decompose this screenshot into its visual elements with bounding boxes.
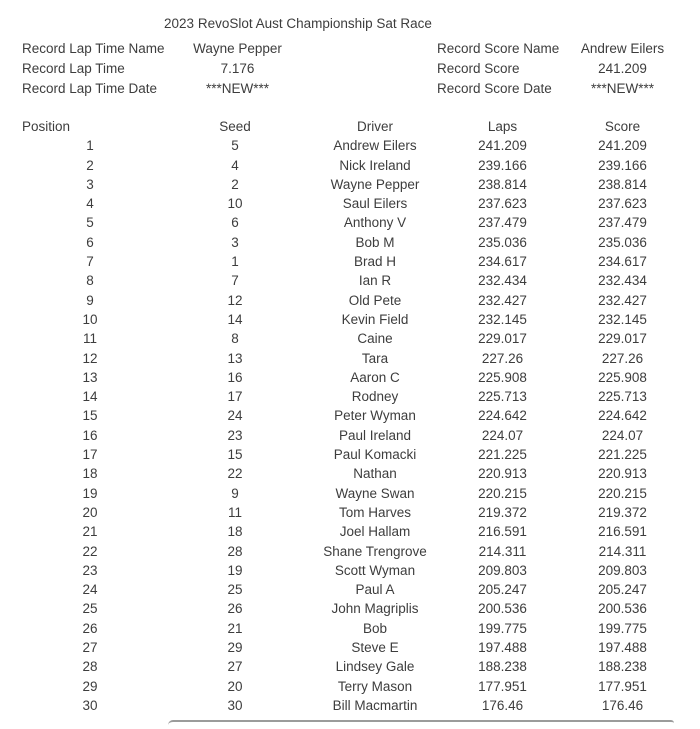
cell-score: 237.623 — [598, 196, 647, 212]
cell-laps: 209.803 — [478, 562, 527, 578]
cell-laps: 177.951 — [478, 678, 527, 694]
table-row — [10, 445, 690, 464]
cell-driver: Paul A — [355, 582, 395, 598]
table-row — [10, 349, 690, 368]
header-laps: Laps — [487, 119, 518, 134]
cell-driver: Saul Eilers — [342, 196, 408, 212]
cell-position: 22 — [82, 543, 98, 559]
cell-position: 7 — [86, 254, 94, 270]
cell-laps: 232.427 — [478, 292, 527, 308]
cell-driver: Lindsey Gale — [335, 659, 415, 675]
cell-score: 235.036 — [598, 234, 647, 250]
cell-position: 10 — [82, 311, 98, 327]
table-row — [10, 638, 690, 657]
cell-driver: Bill Macmartin — [332, 697, 418, 713]
record-lap-time-date-value: ***NEW*** — [205, 81, 270, 96]
record-score-name-value: Andrew Eilers — [580, 41, 665, 56]
table-row — [10, 156, 690, 175]
cell-laps: 237.479 — [478, 215, 527, 231]
cell-seed: 19 — [227, 562, 243, 578]
table-row — [10, 542, 690, 561]
cell-position: 9 — [86, 292, 94, 308]
cell-score: 220.913 — [598, 466, 647, 482]
cell-position: 16 — [82, 427, 98, 443]
cell-driver: Paul Ireland — [338, 427, 412, 443]
cell-score: 214.311 — [598, 543, 647, 559]
table-row — [10, 677, 690, 696]
cell-seed: 28 — [227, 543, 243, 559]
cell-laps: 229.017 — [478, 331, 527, 347]
table-row — [10, 464, 690, 483]
cell-position: 27 — [82, 640, 98, 656]
cell-position: 3 — [86, 176, 94, 192]
cell-position: 8 — [86, 273, 94, 289]
cell-score: 199.775 — [598, 620, 647, 636]
cell-driver: Ian R — [358, 273, 392, 289]
cell-seed: 14 — [227, 311, 243, 327]
cell-driver: Brad H — [353, 254, 397, 270]
table-header-row — [10, 117, 690, 136]
cell-score: 220.215 — [598, 485, 647, 501]
table-row — [10, 561, 690, 580]
cell-laps: 227.26 — [481, 350, 524, 366]
cell-seed: 29 — [227, 640, 243, 656]
cell-seed: 30 — [227, 697, 243, 713]
cell-position: 21 — [82, 524, 98, 540]
table-row — [10, 368, 690, 387]
cell-driver: Anthony V — [343, 215, 407, 231]
table-row — [10, 213, 690, 232]
cell-seed: 1 — [231, 254, 239, 270]
header-position: Position — [22, 119, 71, 134]
cell-driver: Rodney — [351, 389, 399, 405]
cell-laps: 232.145 — [478, 311, 527, 327]
cell-seed: 10 — [227, 196, 243, 212]
cell-score: 221.225 — [598, 447, 647, 463]
cell-position: 5 — [86, 215, 94, 231]
cell-seed: 9 — [231, 485, 239, 501]
cell-score: 227.26 — [601, 350, 644, 366]
cell-driver: Tom Harves — [338, 504, 411, 520]
cell-position: 1 — [86, 138, 94, 154]
table-row — [10, 252, 690, 271]
records-section — [0, 41, 700, 101]
cell-seed: 23 — [227, 427, 243, 443]
cell-seed: 12 — [227, 292, 243, 308]
cell-position: 4 — [86, 196, 94, 212]
cell-position: 13 — [82, 369, 98, 385]
record-lap-time-value: 7.176 — [220, 61, 255, 76]
cell-driver: Scott Wyman — [334, 562, 416, 578]
cell-driver: Steve E — [351, 640, 399, 656]
table-row — [10, 484, 690, 503]
cell-seed: 7 — [231, 273, 239, 289]
table-row — [10, 696, 690, 715]
cell-driver: Joel Hallam — [339, 524, 411, 540]
cell-score: 239.166 — [598, 157, 647, 173]
record-lap-time-date-label: Record Lap Time Date — [22, 81, 158, 96]
cell-position: 19 — [82, 485, 98, 501]
record-lap-time-name-value: Wayne Pepper — [193, 41, 282, 56]
cell-driver: Tara — [361, 350, 389, 366]
header-driver: Driver — [357, 119, 393, 134]
cell-position: 14 — [82, 389, 98, 405]
cell-seed: 2 — [231, 176, 239, 192]
cell-score: 197.488 — [598, 640, 647, 656]
table-row — [10, 271, 690, 290]
cell-position: 23 — [82, 562, 98, 578]
cell-laps: 199.775 — [478, 620, 527, 636]
cell-laps: 221.225 — [478, 447, 527, 463]
cell-position: 17 — [82, 447, 98, 463]
cell-score: 176.46 — [601, 697, 644, 713]
cell-driver: Aaron C — [350, 369, 400, 385]
cell-driver: Nick Ireland — [339, 157, 411, 173]
cell-driver: John Magriplis — [331, 601, 419, 617]
cell-score: 229.017 — [598, 331, 647, 347]
cell-position: 15 — [82, 408, 98, 424]
cell-score: 225.713 — [598, 389, 647, 405]
cell-position: 11 — [82, 331, 97, 347]
cell-laps: 216.591 — [478, 524, 527, 540]
record-row-lap-time — [0, 61, 700, 81]
table-row — [10, 387, 690, 406]
cell-score: 224.07 — [601, 427, 644, 443]
cell-driver: Old Pete — [348, 292, 402, 308]
cell-position: 6 — [86, 234, 94, 250]
record-lap-time-name-label: Record Lap Time Name — [22, 41, 165, 56]
cell-score: 219.372 — [598, 504, 647, 520]
cell-laps: 238.814 — [478, 176, 527, 192]
cell-score: 232.434 — [598, 273, 647, 289]
record-score-label: Record Score — [437, 61, 520, 76]
cell-laps: 232.434 — [478, 273, 527, 289]
cell-seed: 11 — [227, 504, 242, 520]
cell-driver: Shane Trengrove — [323, 543, 427, 559]
cell-laps: 224.07 — [481, 427, 524, 443]
cell-seed: 8 — [231, 331, 239, 347]
cell-laps: 225.713 — [478, 389, 527, 405]
cell-seed: 25 — [227, 582, 243, 598]
cell-seed: 24 — [227, 408, 243, 424]
table-row — [10, 291, 690, 310]
cell-driver: Wayne Pepper — [330, 176, 420, 192]
cell-laps: 234.617 — [478, 254, 527, 270]
table-row — [10, 619, 690, 638]
cell-position: 25 — [82, 601, 98, 617]
cell-position: 24 — [82, 582, 98, 598]
cell-laps: 220.913 — [478, 466, 527, 482]
cell-score: 234.617 — [598, 254, 647, 270]
cell-score: 216.591 — [598, 524, 647, 540]
table-row — [10, 175, 690, 194]
cell-position: 30 — [82, 697, 98, 713]
cell-driver: Kevin Field — [341, 311, 409, 327]
cell-laps: 219.372 — [478, 504, 527, 520]
record-score-date-label: Record Score Date — [437, 81, 552, 96]
table-row — [10, 310, 690, 329]
cell-score: 209.803 — [598, 562, 647, 578]
cell-laps: 205.247 — [478, 582, 527, 598]
cell-position: 29 — [82, 678, 98, 694]
cell-seed: 4 — [231, 157, 239, 173]
record-row-lap-name — [0, 41, 700, 61]
cell-score: 205.247 — [598, 582, 647, 598]
cell-seed: 18 — [227, 524, 243, 540]
table-row — [10, 657, 690, 676]
cell-score: 237.479 — [598, 215, 647, 231]
cell-driver: Nathan — [353, 466, 397, 482]
bottom-divider — [168, 720, 674, 728]
cell-laps: 176.46 — [481, 697, 524, 713]
cell-driver: Peter Wyman — [334, 408, 416, 424]
cell-score: 232.427 — [598, 292, 647, 308]
cell-seed: 3 — [231, 234, 239, 250]
cell-laps: 241.209 — [478, 138, 527, 154]
cell-laps: 188.238 — [478, 659, 527, 675]
cell-seed: 21 — [227, 620, 243, 636]
table-row — [10, 599, 690, 618]
cell-driver: Paul Komacki — [333, 447, 417, 463]
cell-laps: 197.488 — [478, 640, 527, 656]
cell-position: 2 — [86, 157, 94, 173]
cell-score: 200.536 — [598, 601, 647, 617]
cell-score: 238.814 — [598, 176, 647, 192]
cell-score: 224.642 — [598, 408, 647, 424]
cell-score: 232.145 — [598, 311, 647, 327]
record-row-lap-date — [0, 81, 700, 101]
cell-laps: 235.036 — [478, 234, 527, 250]
cell-driver: Wayne Swan — [335, 485, 415, 501]
cell-seed: 5 — [231, 138, 239, 154]
page-title: 2023 RevoSlot Aust Championship Sat Race — [164, 16, 432, 31]
cell-driver: Bob M — [355, 234, 395, 250]
record-score-value: 241.209 — [598, 61, 647, 76]
cell-seed: 26 — [227, 601, 243, 617]
table-row — [10, 426, 690, 445]
table-row — [10, 580, 690, 599]
cell-score: 188.238 — [598, 659, 647, 675]
cell-laps: 200.536 — [478, 601, 527, 617]
cell-driver: Caine — [357, 331, 393, 347]
record-score-name-label: Record Score Name — [437, 41, 560, 56]
cell-driver: Andrew Eilers — [333, 138, 417, 154]
cell-laps: 214.311 — [478, 543, 527, 559]
table-row — [10, 503, 690, 522]
cell-seed: 27 — [227, 659, 243, 675]
results-table — [10, 117, 690, 715]
table-row — [10, 522, 690, 541]
cell-laps: 237.623 — [478, 196, 527, 212]
cell-laps: 225.908 — [478, 369, 527, 385]
cell-position: 28 — [82, 659, 98, 675]
table-row — [10, 233, 690, 252]
record-lap-time-label: Record Lap Time — [22, 61, 125, 76]
cell-position: 26 — [82, 620, 98, 636]
table-body — [10, 136, 690, 715]
cell-score: 241.209 — [598, 138, 647, 154]
record-score-date-value: ***NEW*** — [590, 81, 655, 96]
cell-seed: 6 — [231, 215, 239, 231]
cell-position: 20 — [82, 504, 98, 520]
header-seed: Seed — [219, 119, 251, 134]
cell-seed: 20 — [227, 678, 243, 694]
cell-position: 18 — [82, 466, 98, 482]
cell-seed: 13 — [227, 350, 243, 366]
cell-score: 177.951 — [598, 678, 647, 694]
header-score: Score — [604, 119, 641, 134]
cell-position: 12 — [82, 350, 98, 366]
table-row — [10, 329, 690, 348]
cell-seed: 17 — [227, 389, 243, 405]
table-row — [10, 136, 690, 155]
cell-laps: 224.642 — [478, 408, 527, 424]
cell-score: 225.908 — [598, 369, 647, 385]
table-row — [10, 406, 690, 425]
cell-laps: 239.166 — [478, 157, 527, 173]
cell-driver: Terry Mason — [337, 678, 413, 694]
cell-seed: 22 — [227, 466, 243, 482]
cell-seed: 16 — [227, 369, 243, 385]
cell-laps: 220.215 — [478, 485, 527, 501]
table-row — [10, 194, 690, 213]
cell-driver: Bob — [362, 620, 388, 636]
cell-seed: 15 — [227, 447, 243, 463]
